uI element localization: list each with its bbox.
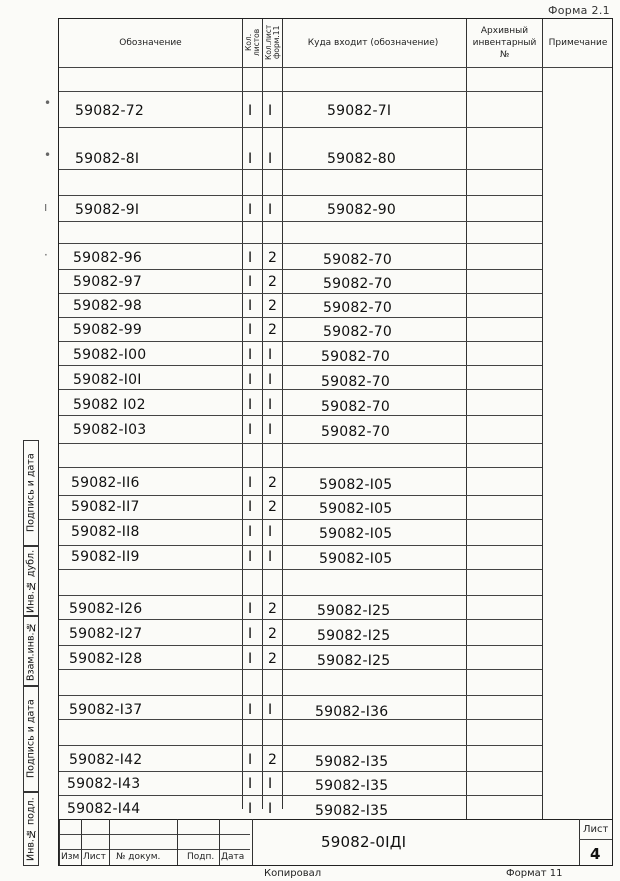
row-rule bbox=[59, 545, 542, 546]
row-used-in: 59082-I25 bbox=[317, 653, 391, 669]
row-designation: 59082-96 bbox=[73, 250, 143, 266]
row-rule bbox=[59, 745, 542, 746]
col-divider bbox=[542, 19, 543, 819]
header-rule bbox=[59, 67, 612, 68]
title-block-divider bbox=[579, 819, 580, 865]
row-rule bbox=[59, 495, 542, 496]
col-divider bbox=[282, 19, 283, 809]
row-designation: 59082-9I bbox=[75, 202, 140, 218]
row-designation: 59082-72 bbox=[75, 103, 145, 119]
row-format-count: I bbox=[268, 776, 273, 792]
document-code: 59082-0IДI bbox=[321, 833, 407, 851]
row-designation: 59082-I00 bbox=[73, 347, 147, 363]
row-rule bbox=[59, 415, 542, 416]
row-rule bbox=[59, 341, 542, 342]
row-format-count: I bbox=[268, 103, 273, 119]
row-sheet-count: I bbox=[248, 475, 253, 491]
header-archive-no: Архивный инвентарный № bbox=[472, 26, 537, 60]
row-used-in: 59082-70 bbox=[321, 374, 391, 390]
row-sheet-count: I bbox=[248, 499, 253, 515]
title-block-divider bbox=[81, 819, 82, 865]
title-block-rule bbox=[59, 834, 250, 835]
row-designation: 59082-II6 bbox=[71, 475, 140, 491]
title-col-list: Лист bbox=[83, 852, 106, 862]
row-used-in: 59082-I05 bbox=[319, 551, 393, 567]
row-rule bbox=[59, 127, 542, 128]
scan-mark: • bbox=[44, 148, 52, 162]
row-designation: 59082-I27 bbox=[69, 626, 143, 642]
row-rule bbox=[59, 569, 542, 570]
margin-vzam-inv: Взам.инв.№ bbox=[25, 621, 37, 681]
row-format-count: 2 bbox=[268, 651, 278, 667]
row-rule bbox=[59, 443, 542, 444]
header-sheet-count: Кол. листов bbox=[244, 28, 261, 56]
row-used-in: 59082-70 bbox=[323, 252, 393, 268]
row-rule bbox=[59, 169, 542, 170]
row-used-in: 59082-70 bbox=[321, 349, 391, 365]
title-block-divider bbox=[109, 819, 110, 865]
margin-inv-podl: Инв.№ подл. bbox=[25, 797, 37, 861]
row-sheet-count: I bbox=[248, 702, 253, 718]
row-sheet-count: I bbox=[248, 274, 253, 290]
row-used-in: 59082-I25 bbox=[317, 603, 391, 619]
footer-format: Формат 11 bbox=[506, 868, 563, 879]
row-designation: 59082-I43 bbox=[67, 776, 141, 792]
scan-mark: ı bbox=[44, 200, 48, 214]
row-designation: 59082-II9 bbox=[71, 549, 140, 565]
row-designation: 59082 I02 bbox=[73, 397, 146, 413]
row-designation: 59082-I26 bbox=[69, 601, 143, 617]
row-format-count: I bbox=[268, 397, 273, 413]
row-sheet-count: I bbox=[248, 422, 253, 438]
row-used-in: 59082-70 bbox=[321, 399, 391, 415]
row-rule bbox=[59, 595, 542, 596]
header-designation: Обозначение bbox=[119, 38, 182, 48]
row-designation: 59082-I03 bbox=[73, 422, 147, 438]
row-sheet-count: I bbox=[248, 549, 253, 565]
row-designation: 59082-98 bbox=[73, 298, 143, 314]
row-designation: 59082-I44 bbox=[67, 801, 141, 817]
row-rule bbox=[59, 695, 542, 696]
title-col-data: Дата bbox=[221, 852, 245, 862]
row-rule bbox=[59, 389, 542, 390]
row-rule bbox=[59, 645, 542, 646]
row-rule bbox=[59, 317, 542, 318]
row-format-count: I bbox=[268, 202, 273, 218]
row-rule bbox=[59, 467, 542, 468]
footer-copied: Копировал bbox=[264, 868, 322, 879]
row-rule bbox=[59, 771, 542, 772]
title-block-divider bbox=[59, 819, 60, 865]
row-used-in: 59082-I05 bbox=[319, 501, 393, 517]
row-designation: 59082-II8 bbox=[71, 524, 140, 540]
row-designation: 59082-I42 bbox=[69, 752, 143, 768]
row-used-in: 59082-I35 bbox=[315, 803, 389, 819]
row-sheet-count: I bbox=[248, 322, 253, 338]
row-format-count: I bbox=[268, 702, 273, 718]
row-used-in: 59082-I05 bbox=[319, 526, 393, 542]
title-col-podp: Подп. bbox=[187, 852, 215, 862]
row-format-count: 2 bbox=[268, 499, 278, 515]
row-sheet-count: I bbox=[248, 372, 253, 388]
row-sheet-count: I bbox=[248, 250, 253, 266]
row-sheet-count: I bbox=[248, 776, 253, 792]
header-used-in: Куда входит (обозначение) bbox=[307, 38, 439, 48]
title-col-doc: № докум. bbox=[116, 852, 161, 862]
title-col-izm: Изм bbox=[61, 852, 80, 862]
row-sheet-count: I bbox=[248, 524, 253, 540]
row-format-count: I bbox=[268, 801, 273, 817]
title-block-divider bbox=[219, 819, 220, 865]
row-rule bbox=[59, 619, 542, 620]
row-used-in: 59082-I36 bbox=[315, 704, 389, 720]
sheet-label: Лист bbox=[583, 824, 609, 835]
row-format-count: I bbox=[268, 422, 273, 438]
form-label: Форма 2.1 bbox=[548, 4, 610, 17]
row-rule bbox=[59, 293, 542, 294]
scan-mark: · bbox=[44, 248, 48, 262]
row-used-in: 59082-7I bbox=[327, 103, 392, 119]
row-used-in: 59082-I25 bbox=[317, 628, 391, 644]
row-format-count: I bbox=[268, 524, 273, 540]
row-used-in: 59082-90 bbox=[327, 202, 397, 218]
margin-signature-date-2: Подпись и дата bbox=[25, 699, 37, 779]
row-sheet-count: I bbox=[248, 397, 253, 413]
row-designation: 59082-8I bbox=[75, 151, 140, 167]
row-used-in: 59082-I35 bbox=[315, 778, 389, 794]
row-rule bbox=[59, 519, 542, 520]
title-block-divider bbox=[252, 819, 253, 865]
col-divider bbox=[242, 19, 243, 809]
row-sheet-count: I bbox=[248, 298, 253, 314]
row-format-count: 2 bbox=[268, 250, 278, 266]
row-used-in: 59082-70 bbox=[323, 324, 393, 340]
row-sheet-count: I bbox=[248, 651, 253, 667]
row-format-count: 2 bbox=[268, 752, 278, 768]
row-sheet-count: I bbox=[248, 626, 253, 642]
col-divider bbox=[466, 19, 467, 819]
row-used-in: 59082-70 bbox=[323, 300, 393, 316]
row-rule bbox=[59, 269, 542, 270]
row-rule bbox=[59, 669, 542, 670]
row-rule bbox=[59, 719, 542, 720]
col-divider bbox=[262, 19, 263, 809]
row-sheet-count: I bbox=[248, 601, 253, 617]
row-format-count: 2 bbox=[268, 601, 278, 617]
margin-signature-date-1: Подпись и дата bbox=[25, 453, 37, 533]
row-used-in: 59082-I35 bbox=[315, 754, 389, 770]
header-format-count: Кол.лист форм.11 bbox=[264, 24, 281, 60]
row-used-in: 59082-I05 bbox=[319, 477, 393, 493]
title-block-rule bbox=[59, 849, 250, 850]
row-designation: 59082-I37 bbox=[69, 702, 143, 718]
row-format-count: I bbox=[268, 549, 273, 565]
row-designation: 59082-I28 bbox=[69, 651, 143, 667]
row-sheet-count: I bbox=[248, 801, 253, 817]
row-designation: 59082-II7 bbox=[71, 499, 140, 515]
row-designation: 59082-97 bbox=[73, 274, 143, 290]
row-used-in: 59082-70 bbox=[321, 424, 391, 440]
row-format-count: 2 bbox=[268, 626, 278, 642]
title-block-rule bbox=[59, 819, 612, 820]
row-used-in: 59082-80 bbox=[327, 151, 397, 167]
row-format-count: 2 bbox=[268, 322, 278, 338]
row-format-count: 2 bbox=[268, 298, 278, 314]
row-used-in: 59082-70 bbox=[323, 276, 393, 292]
row-sheet-count: I bbox=[248, 347, 253, 363]
row-rule bbox=[59, 195, 542, 196]
row-rule bbox=[59, 795, 542, 796]
row-rule bbox=[59, 91, 542, 92]
document-sheet bbox=[58, 18, 613, 866]
row-sheet-count: I bbox=[248, 202, 253, 218]
row-format-count: I bbox=[268, 372, 273, 388]
row-format-count: I bbox=[268, 151, 273, 167]
margin-inv-dubl: Инв.№ дубл. bbox=[25, 549, 37, 613]
title-block-rule bbox=[579, 839, 612, 840]
scan-mark: • bbox=[44, 96, 52, 110]
row-rule bbox=[59, 365, 542, 366]
row-format-count: I bbox=[268, 347, 273, 363]
row-designation: 59082-I0I bbox=[73, 372, 142, 388]
row-sheet-count: I bbox=[248, 103, 253, 119]
row-rule bbox=[59, 243, 542, 244]
row-sheet-count: I bbox=[248, 151, 253, 167]
row-format-count: 2 bbox=[268, 274, 278, 290]
title-block-divider bbox=[177, 819, 178, 865]
sheet-number: 4 bbox=[590, 845, 601, 863]
header-note: Примечание bbox=[548, 38, 608, 48]
row-format-count: 2 bbox=[268, 475, 278, 491]
row-designation: 59082-99 bbox=[73, 322, 143, 338]
row-rule bbox=[59, 221, 542, 222]
row-sheet-count: I bbox=[248, 752, 253, 768]
